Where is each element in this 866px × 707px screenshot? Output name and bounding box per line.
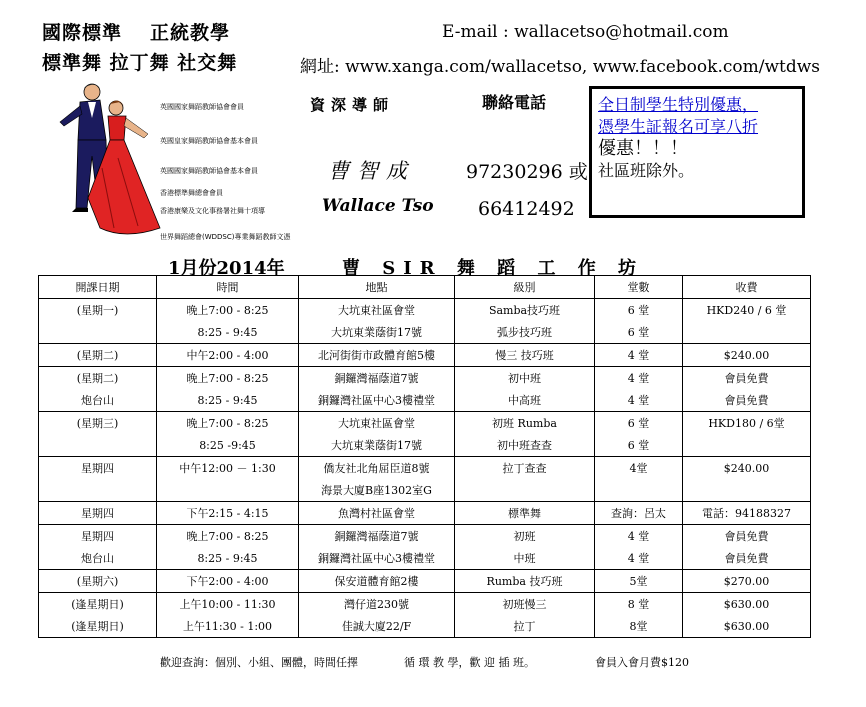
table-row [39, 615, 811, 638]
footer-membership-fee: 會員入會月費$120 [595, 656, 689, 669]
cell-day: (逢星期日) [39, 615, 157, 638]
cell-day: (星期二) [39, 367, 157, 390]
cell-place: 灣仔道230號 [299, 593, 455, 616]
cell-level: 初班 Rumba [455, 412, 595, 435]
membership-2: 英國皇家舞蹈教師協會基本會員 [160, 137, 258, 145]
cell-lessons: 5堂 [595, 570, 683, 593]
cell-place: 佳誠大廈22/F [299, 615, 455, 638]
cell-lessons: 8堂 [595, 615, 683, 638]
membership-1: 英國國家舞蹈教師協會會員 [160, 103, 244, 111]
cell-level: 慢三 技巧班 [455, 344, 595, 367]
cell-time: 中午12:00 － 1:30 [157, 457, 299, 480]
cell-fee: 會員免費 [683, 389, 811, 412]
cell-time [157, 479, 299, 502]
email: E-mail : wallacetso@hotmail.com [442, 22, 729, 42]
table-header-row [39, 276, 811, 299]
instructor-name-zh: 曹智成 [328, 159, 415, 183]
cell-time: 晚上7:00 - 8:25 [157, 299, 299, 322]
cell-time: 下午2:15 - 4:15 [157, 502, 299, 525]
cell-level: 拉丁查查 [455, 457, 595, 480]
cell-level: Samba技巧班 [455, 299, 595, 322]
cell-lessons: 4 堂 [595, 367, 683, 390]
cell-place: 銅鑼灣福蔭道7號 [299, 367, 455, 390]
cell-place: 保安道體育館2樓 [299, 570, 455, 593]
cell-day: (星期三) [39, 412, 157, 435]
column-header: 時間 [157, 276, 299, 299]
cell-fee: $630.00 [683, 593, 811, 616]
cell-level: 中班 [455, 547, 595, 570]
cell-place: 魚灣村社區會堂 [299, 502, 455, 525]
cell-lessons: 4堂 [595, 457, 683, 480]
cell-day: (星期一) [39, 299, 157, 322]
table-row [39, 321, 811, 344]
cell-time: 下午2:00 - 4:00 [157, 570, 299, 593]
cell-place: 北河街街市政體育館5樓 [299, 344, 455, 367]
header-line1-right: 正統教學 [150, 22, 231, 44]
student-promo-box [589, 86, 805, 218]
cell-day: 星期四 [39, 457, 157, 480]
cell-fee: HKD180 / 6堂 [683, 412, 811, 435]
cell-lessons: 6 堂 [595, 434, 683, 457]
cell-fee [683, 434, 811, 457]
cell-place: 僑友社北角屈臣道8號 [299, 457, 455, 480]
cell-day: 炮台山 [39, 547, 157, 570]
cell-day: (星期二) [39, 344, 157, 367]
cell-lessons: 4 堂 [595, 525, 683, 548]
cell-lessons [595, 479, 683, 502]
membership-5: 香港康樂及文化事務署社舞十項導 [160, 207, 265, 215]
membership-3: 英國國家舞蹈教師協會基本會員 [160, 167, 258, 175]
cell-level: 中高班 [455, 389, 595, 412]
promo-line-4: 社區班除外。 [598, 161, 695, 180]
cell-fee [683, 479, 811, 502]
cell-level: 弧步技巧班 [455, 321, 595, 344]
cell-level: 標準舞 [455, 502, 595, 525]
cell-fee: $270.00 [683, 570, 811, 593]
cell-place: 海景大廈B座1302室G [299, 479, 455, 502]
cell-time: 8:25 -9:45 [157, 434, 299, 457]
cell-lessons: 查詢：呂太 [595, 502, 683, 525]
cell-day: 星期四 [39, 525, 157, 548]
membership-4: 香港標準舞總會會員 [160, 189, 223, 197]
cell-time: 8:25 - 9:45 [157, 321, 299, 344]
cell-lessons: 6 堂 [595, 321, 683, 344]
instructor-role: 資深導師 [310, 96, 395, 114]
phone-2: 66412492 [478, 198, 575, 220]
column-header: 收費 [683, 276, 811, 299]
header-line2: 標準舞 拉丁舞 社交舞 [42, 52, 238, 74]
header-line1-left: 國際標準 [42, 22, 123, 44]
cell-fee [683, 321, 811, 344]
cell-day: 星期四 [39, 502, 157, 525]
promo-line-3: 優惠！！！ [598, 138, 688, 159]
cell-lessons: 4 堂 [595, 344, 683, 367]
cell-fee: $630.00 [683, 615, 811, 638]
column-header: 級別 [455, 276, 595, 299]
table-row [39, 367, 811, 390]
table-row [39, 593, 811, 616]
cell-place: 大坑東社區會堂 [299, 412, 455, 435]
cell-fee: 會員免費 [683, 525, 811, 548]
cell-level: Rumba 技巧班 [455, 570, 595, 593]
instructor-name-en: Wallace Tso [322, 196, 434, 216]
promo-line-1[interactable]: 全日制學生特別優惠， [598, 95, 759, 114]
cell-fee: 會員免費 [683, 547, 811, 570]
cell-day: (逢星期日) [39, 593, 157, 616]
cell-day [39, 479, 157, 502]
cell-level: 拉丁 [455, 615, 595, 638]
phone-label: 聯絡電話 [482, 93, 547, 112]
cell-day: 炮台山 [39, 389, 157, 412]
column-header: 開課日期 [39, 276, 157, 299]
cell-time: 8:25 - 9:45 [157, 547, 299, 570]
promo-line-2[interactable]: 憑學生証報名可享八折 [598, 117, 759, 136]
table-row [39, 457, 811, 480]
column-header: 地點 [299, 276, 455, 299]
cell-lessons: 4 堂 [595, 389, 683, 412]
cell-place: 大坑東業蔭街17號 [299, 321, 455, 344]
table-row [39, 434, 811, 457]
table-row [39, 412, 811, 435]
membership-6: 世界舞蹈總會(WDDSC)專業舞蹈教師文憑 [160, 233, 291, 241]
cell-level [455, 479, 595, 502]
cell-lessons: 8 堂 [595, 593, 683, 616]
class-schedule-table [38, 275, 811, 638]
table-row [39, 570, 811, 593]
cell-fee: $240.00 [683, 344, 811, 367]
cell-level: 初中班查查 [455, 434, 595, 457]
cell-day [39, 434, 157, 457]
footer-rolling-classes: 循 環 教 學，歡 迎 插 班。 [404, 656, 535, 669]
cell-place: 大坑東業蔭街17號 [299, 434, 455, 457]
cell-place: 銅鑼灣社區中心3樓禮堂 [299, 389, 455, 412]
phone-1: 97230296 或 [466, 161, 588, 183]
footer-enquiry: 歡迎查詢：個別、小組、團體，時間任擇 [160, 656, 358, 669]
cell-time: 晚上7:00 - 8:25 [157, 367, 299, 390]
cell-time: 上午10:00 - 11:30 [157, 593, 299, 616]
cell-time: 中午2:00 - 4:00 [157, 344, 299, 367]
dancing-couple-icon [40, 78, 165, 243]
cell-fee: $240.00 [683, 457, 811, 480]
cell-lessons: 6 堂 [595, 412, 683, 435]
table-row [39, 502, 811, 525]
schedule-month: 1月份2014年 [168, 258, 285, 279]
table-row [39, 547, 811, 570]
cell-lessons: 4 堂 [595, 547, 683, 570]
cell-day [39, 321, 157, 344]
cell-fee: 會員免費 [683, 367, 811, 390]
cell-place: 銅鑼灣社區中心3樓禮堂 [299, 547, 455, 570]
cell-level: 初班 [455, 525, 595, 548]
workshop-title: 曹 SIR 舞 蹈 工 作 坊 [342, 258, 644, 279]
table-row [39, 525, 811, 548]
cell-place: 銅鑼灣福蔭道7號 [299, 525, 455, 548]
cell-fee: 電話：94188327 [683, 502, 811, 525]
table-row [39, 389, 811, 412]
cell-place: 大坑東社區會堂 [299, 299, 455, 322]
cell-day: (星期六) [39, 570, 157, 593]
cell-time: 晚上7:00 - 8:25 [157, 525, 299, 548]
cell-level: 初中班 [455, 367, 595, 390]
table-row [39, 299, 811, 322]
column-header: 堂數 [595, 276, 683, 299]
table-row [39, 344, 811, 367]
cell-level: 初班慢三 [455, 593, 595, 616]
cell-lessons: 6 堂 [595, 299, 683, 322]
cell-time: 晚上7:00 - 8:25 [157, 412, 299, 435]
cell-fee: HKD240 / 6 堂 [683, 299, 811, 322]
table-row [39, 479, 811, 502]
cell-time: 8:25 - 9:45 [157, 389, 299, 412]
website: 網址: www.xanga.com/wallacetso, www.facebook.com/wtdws [300, 57, 820, 77]
cell-time: 上午11:30 - 1:00 [157, 615, 299, 638]
